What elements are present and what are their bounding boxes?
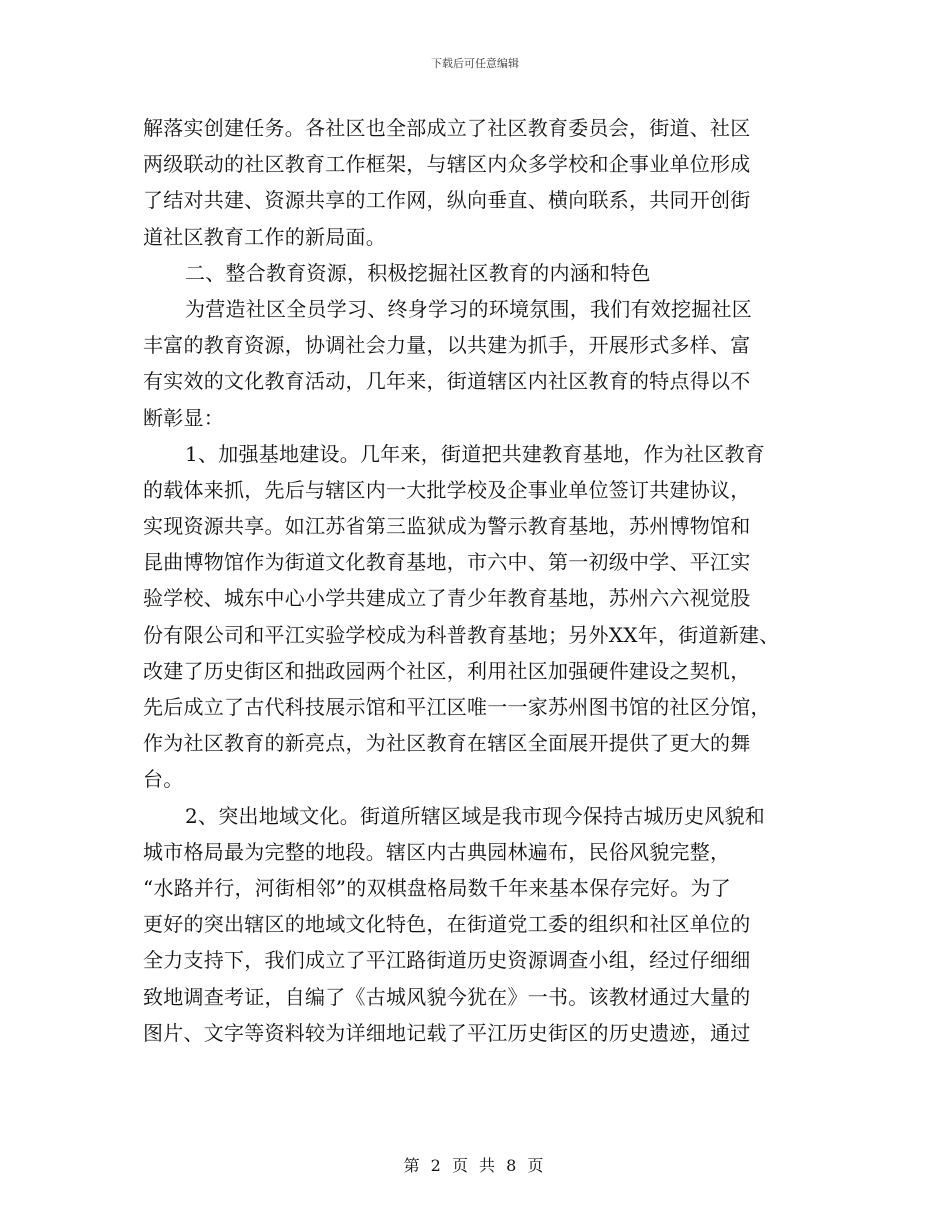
section-heading: 二、整合教育资源，积极挖掘社区教育的内涵和特色 [185,260,651,285]
text-line: 实现资源共享。如江苏省第三监狱成为警示教育基地，苏州博物馆和 [143,514,751,539]
text-line: 更好的突出辖区的地域文化特色，在街道党工委的组织和社区单位的 [143,912,751,937]
text-line: 改建了历史街区和拙政园两个社区，利用社区加强硬件建设之契机， [143,658,751,683]
text-line: 解落实创建任务。各社区也全部成立了社区教育委员会，街道、社区 [143,116,751,140]
text-line: 1、加强基地建设。几年来，街道把共建教育基地，作为社区教育 [185,441,765,466]
text-line: 道社区教育工作的新局面。 [143,224,386,249]
text-line: 有实效的文化教育活动，几年来，街道辖区内社区教育的特点得以不 [143,369,751,394]
page-header-note: 下载后可任意编辑 [431,57,519,70]
document-body [143,110,823,1051]
text-line: 全力支持下，我们成立了平江路街道历史资源调查小组，经过仔细细 [143,948,751,973]
text-line: 两级联动的社区教育工作框架，与辖区内众多学校和企事业单位形成 [143,152,751,177]
text-line: 验学校、城东中心小学共建成立了青少年教育基地，苏州六六视觉股 [143,586,751,611]
text-line: 了结对共建、资源共享的工作网，纵向垂直、横向联系，共同开创街 [143,188,751,213]
text-line: 城市格局最为完整的地段。辖区内古典园林遍布，民俗风貌完整， [143,839,731,864]
text-line: 份有限公司和平江实验学校成为科普教育基地；另外XX年，街道新建、 [143,622,780,647]
text-line: 台。 [143,767,184,792]
text-line: 昆曲博物馆作为街道文化教育基地，市六中、第一初级中学、平江实 [143,550,751,575]
text-line: 丰富的教育资源，协调社会力量，以共建为抓手，开展形式多样、富 [143,333,751,358]
text-line: 的载体来抓，先后与辖区内一大批学校及企事业单位签订共建协议， [143,477,751,502]
text-line: 图片、文字等资料较为详细地记载了平江历史街区的历史遗迹，通过 [143,1020,751,1045]
page-number-footer: 第 2 页 共 8 页 [403,1156,547,1175]
text-line: 致地调查考证，自编了《古城风貌今犹在》一书。该教材通过大量的 [143,984,751,1009]
text-line: 先后成立了古代科技展示馆和平江区唯一一家苏州图书馆的社区分馆， [143,695,771,719]
text-line: 作为社区教育的新亮点，为社区教育在辖区全面展开提供了更大的舞 [143,731,751,756]
text-line: 断彰显： [143,405,224,430]
text-line: “水路并行，河街相邻”的双棋盘格局数千年来基本保存完好。为了 [143,875,731,900]
text-line: 2、突出地域文化。街道所辖区域是我市现今保持古城历史风貌和 [185,803,765,828]
text-line: 为营造社区全员学习、终身学习的环境氛围，我们有效挖掘社区 [185,296,752,321]
